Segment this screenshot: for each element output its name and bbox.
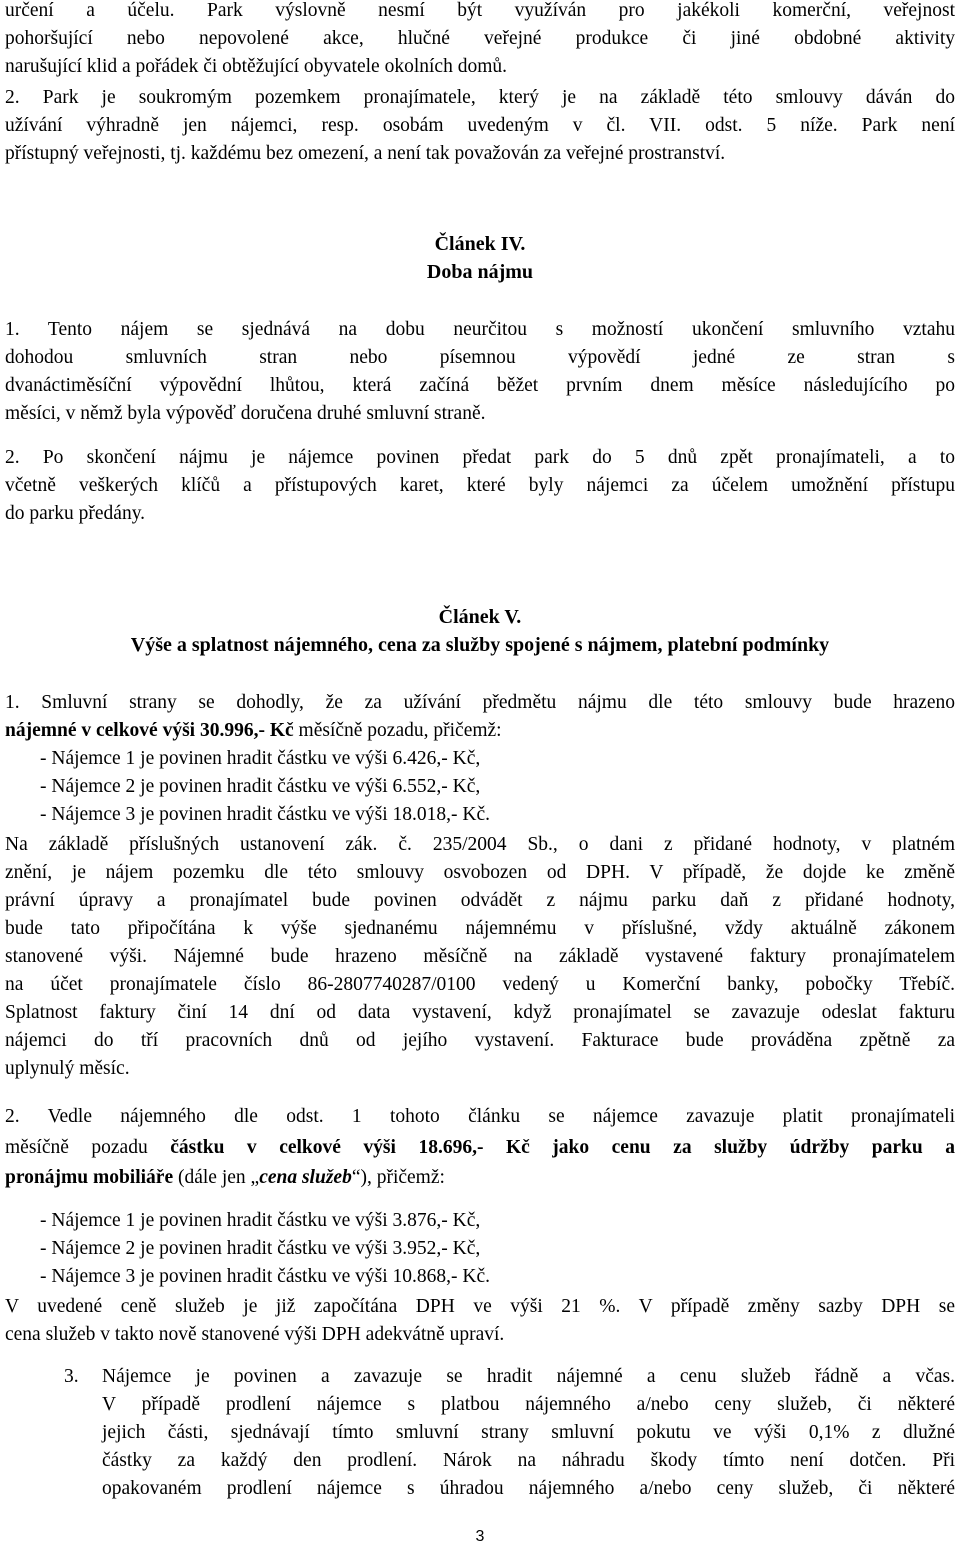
list-number: 3. bbox=[64, 1366, 79, 1387]
text-line: 1. Tento nájem se sjednává na dobu neurčitou s možností ukončení smluvního vztahu bbox=[5, 319, 955, 340]
text-span: měsíčně pozadu, přičemž: bbox=[293, 720, 502, 741]
text-line: V uvedené ceně služeb je již započítána DPH ve výši 21 %. V případě změny sazby DPH se bbox=[5, 1296, 955, 1317]
service-item: - Nájemce 3 je povinen hradit částku ve výši 10.868,- Kč. bbox=[40, 1266, 490, 1287]
text-line: 2. Po skončení nájmu je nájemce povinen předat park do 5 dnů zpět pronajímateli, a to bbox=[5, 447, 955, 468]
text-line: užívání výhradně jen nájemci, resp. osobám uvedeným v čl. VII. odst. 5 níže. Park není bbox=[5, 115, 955, 136]
page-number: 3 bbox=[475, 1528, 485, 1545]
article-title: Výše a splatnost nájemného, cena za služby spojené s nájmem, platební podmínky bbox=[130, 634, 830, 656]
service-item: - Nájemce 2 je povinen hradit částku ve výši 3.952,- Kč, bbox=[40, 1238, 481, 1259]
text-line: znění, je nájem pozemku dle této smlouvy osvobozen od DPH. V případě, že dojde ke změně bbox=[5, 862, 955, 883]
service-item: - Nájemce 1 je povinen hradit částku ve výši 3.876,- Kč, bbox=[40, 1210, 481, 1231]
article-title: Doba nájmu bbox=[426, 261, 534, 283]
text-line: na účet pronajímatele číslo 86-2807740287/0100 vedený u Komerční banky, pobočky Třebíč. bbox=[5, 974, 955, 995]
text-line: V případě prodlení nájemce s platbou nájemného a/nebo ceny služeb, či některé bbox=[102, 1394, 955, 1415]
text-line: Nájemce je povinen a zavazuje se hradit nájemné a cenu služeb řádně a včas. bbox=[102, 1366, 955, 1387]
text-line bbox=[5, 1134, 955, 1162]
text-line: uplynulý měsíc. bbox=[5, 1058, 130, 1079]
bold-span: pronájmu mobiliáře bbox=[5, 1167, 174, 1188]
text-line: stanovené výši. Nájemné bude hrazeno měsíčně na základě vystavené faktury pronajímatelem bbox=[5, 946, 955, 967]
text-line: dvanáctiměsíční výpovědní lhůtou, která začíná běžet prvním dnem měsíce následujícího po bbox=[5, 375, 955, 396]
text-line: 1. Smluvní strany se dohodly, že za užívání předmětu nájmu dle této smlouvy bude hrazeno bbox=[5, 692, 955, 713]
text-line: pohoršující nebo nepovolené akce, hlučné veřejné produkce či jiné obdobné aktivity bbox=[5, 28, 955, 49]
text-line: nájemci do tří pracovních dnů od jejího vystavení. Fakturace bude prováděna zpětně za bbox=[5, 1030, 955, 1051]
text-line: Na základě příslušných ustanovení zák. č. 235/2004 Sb., o dani z přidané hodnoty, v platném bbox=[5, 834, 955, 855]
text-line: měsíci, v němž byla výpověď doručena druhé smluvní straně. bbox=[5, 403, 486, 424]
text-span: měsíčně pozadu bbox=[5, 1137, 171, 1158]
text-line: opakovaném prodlení nájemce s úhradou nájemného a/nebo ceny služeb, či některé bbox=[102, 1478, 955, 1499]
rent-total: nájemné v celkové výši 30.996,- Kč bbox=[5, 720, 294, 741]
text-line: narušující klid a pořádek či obtěžující obyvatele okolních domů. bbox=[5, 56, 507, 77]
rent-item: - Nájemce 2 je povinen hradit částku ve výši 6.552,- Kč, bbox=[40, 776, 481, 797]
rent-item: - Nájemce 1 je povinen hradit částku ve výši 6.426,- Kč, bbox=[40, 748, 481, 769]
text-line: včetně veškerých klíčů a přístupových karet, které byly nájemci za účelem umožnění přístupu bbox=[5, 475, 955, 496]
defined-term: cena služeb bbox=[259, 1167, 352, 1188]
text-line: bude tato připočítána k výše sjednanému nájemnému v příslušné, vždy aktuálně zákonem bbox=[5, 918, 955, 939]
text-line: dohodou smluvních stran nebo písemnou výpovědí jedné ze stran s bbox=[5, 347, 955, 368]
text-line: do parku předány. bbox=[5, 503, 146, 524]
text-span: (dále jen „ bbox=[173, 1167, 260, 1188]
text-line: určení a účelu. Park výslovně nesmí být využíván pro jakékoli komerční, veřejnost bbox=[5, 0, 955, 21]
article-heading: Článek V. bbox=[438, 606, 522, 628]
article-heading: Článek IV. bbox=[434, 233, 526, 255]
text-line: právní úpravy a pronajímatel bude povinen odvádět z nájmu parku daň z přidané hodnoty, bbox=[5, 890, 955, 911]
text-line bbox=[5, 1164, 955, 1192]
text-line bbox=[5, 717, 955, 745]
text-line: cena služeb v takto nově stanovené výši DPH adekvátně upraví. bbox=[5, 1324, 505, 1345]
text-line: 2. Park je soukromým pozemkem pronajímatele, který je na základě této smlouvy dáván do bbox=[5, 87, 955, 108]
text-line: jejich části, sjednávají tímto smluvní strany smluvní pokutu ve výši 0,1% z dlužné bbox=[102, 1422, 955, 1443]
services-total: částku v celkové výši 18.696,- Kč jako cenu za služby údržby parku a bbox=[170, 1137, 956, 1158]
text-line: 2. Vedle nájemného dle odst. 1 tohoto článku se nájemce zavazuje platit pronajímateli bbox=[5, 1106, 955, 1127]
rent-item: - Nájemce 3 je povinen hradit částku ve výši 18.018,- Kč. bbox=[40, 804, 490, 825]
text-line: Splatnost faktury činí 14 dní od data vystavení, když pronajímatel se zavazuje odeslat fakturu bbox=[5, 1002, 955, 1023]
text-span: “), přičemž: bbox=[351, 1167, 445, 1188]
text-line: částky za každý den prodlení. Nárok na náhradu škody tímto není dotčen. Při bbox=[102, 1450, 955, 1471]
text-line: přístupný veřejnosti, tj. každému bez omezení, a není tak považován za veřejné prostranství. bbox=[5, 143, 726, 164]
